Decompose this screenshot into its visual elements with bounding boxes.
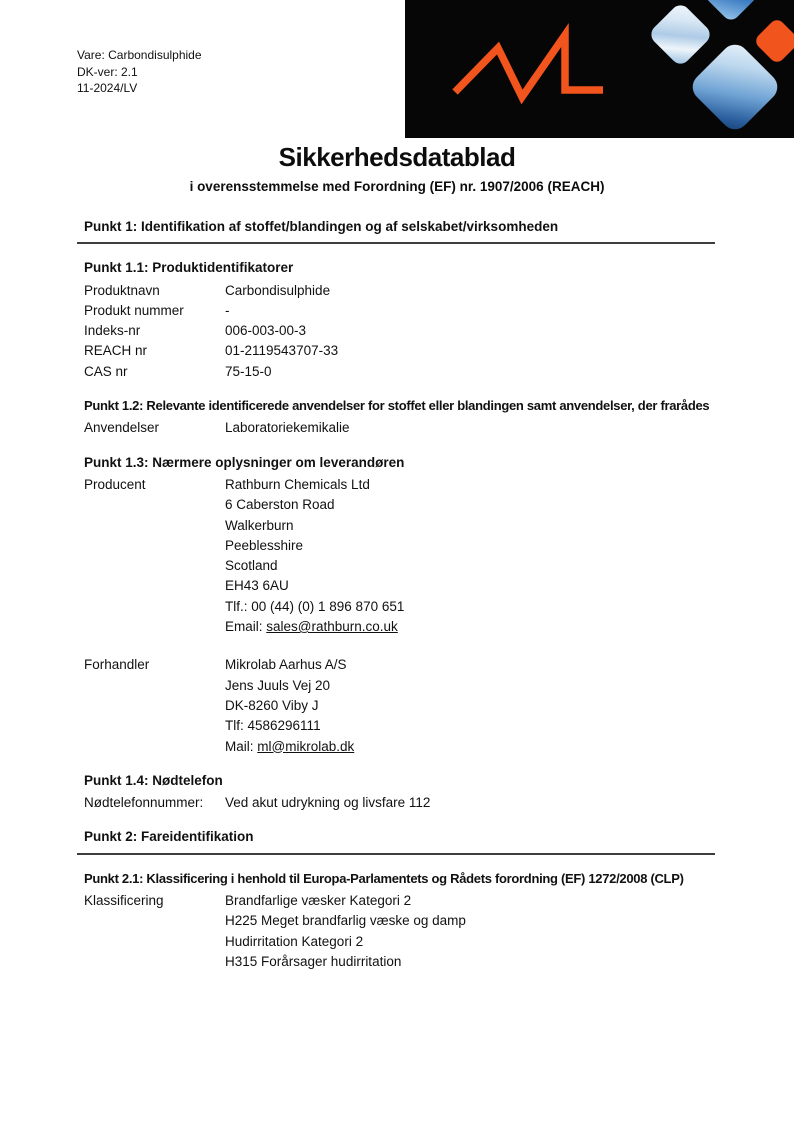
email-prefix: Mail: (225, 738, 258, 754)
producent-address-block (225, 475, 715, 637)
field-label: Anvendelser (84, 420, 160, 436)
address-line: Mikrolab Aarhus A/S (225, 657, 347, 673)
classification-line: Hudirritation Kategori 2 (225, 933, 364, 949)
page-title: Sikkerhedsdatablad (278, 142, 516, 172)
classification-line: Brandfarlige væsker Kategori 2 (225, 893, 412, 909)
field-label: Indeks-nr (84, 323, 141, 339)
section-heading-punkt-2: Punkt 2: Fareidentifikation (77, 827, 715, 854)
subsection-heading-punkt-1-3: Punkt 1.3: Nærmere oplysninger om leverandøren (84, 454, 405, 470)
meta-date-line: 11-2024/LV (77, 81, 138, 95)
page-subtitle: i overensstemmelse med Forordning (EF) nr. 1907/2006 (REACH) (189, 179, 605, 194)
document-meta (77, 47, 202, 97)
address-line: DK-8260 Viby J (225, 697, 319, 713)
field-value: 006-003-00-3 (225, 323, 307, 339)
field-row-noedtelefon (84, 793, 715, 813)
email-line (225, 617, 715, 637)
field-label: Producent (84, 476, 146, 492)
field-value: - (225, 302, 230, 318)
subsection-heading-punkt-1-1: Punkt 1.1: Produktidentifikatorer (84, 260, 294, 276)
field-row-produktnavn (84, 281, 715, 301)
meta-version-line: DK-ver: 2.1 (77, 64, 138, 79)
field-label: Klassificering (84, 893, 164, 909)
field-label: Produktnavn (84, 282, 160, 298)
field-value: Laboratoriekemikalie (225, 420, 350, 436)
address-line: Tlf.: 00 (44) (0) 1 896 870 651 (225, 598, 405, 614)
email-line (225, 737, 715, 757)
company-logo-banner (405, 0, 794, 138)
document-body (77, 217, 715, 972)
address-line: Rathburn Chemicals Ltd (225, 476, 370, 492)
address-line: Walkerburn (225, 517, 294, 533)
klassificering-block (225, 891, 715, 972)
field-row-forhandler (84, 655, 715, 756)
forhandler-address-block (225, 655, 715, 756)
field-label: Forhandler (84, 657, 150, 673)
section-heading-punkt-1: Punkt 1: Identifikation af stoffet/blandingen og af selskabet/virksomheden (77, 217, 715, 244)
address-line: EH43 6AU (225, 578, 289, 594)
field-row-klassificering (84, 891, 715, 972)
field-row-anvendelser (84, 418, 715, 438)
field-row-producent (84, 475, 715, 637)
field-value: 01-2119543707-33 (225, 343, 339, 359)
address-line: 6 Caberston Road (225, 497, 335, 513)
field-label: REACH nr (84, 343, 148, 359)
field-row-indeks-nr (84, 321, 715, 341)
field-value: Ved akut udrykning og livsfare 112 (225, 795, 431, 811)
field-label: CAS nr (84, 363, 128, 379)
address-line: Peeblesshire (225, 537, 304, 553)
address-line: Jens Juuls Vej 20 (225, 677, 331, 693)
field-value: Carbondisulphide (225, 282, 331, 298)
field-row-cas-nr (84, 362, 715, 382)
classification-line: H225 Meget brandfarlig væske og damp (225, 913, 466, 929)
subsection-heading-punkt-1-2: Punkt 1.2: Relevante identificerede anvendelser for stoffet eller blandingen samt anvendelser, der frarådes (84, 398, 710, 414)
field-label: Nødtelefonnummer: (84, 795, 204, 811)
address-line: Tlf: 4586296111 (225, 718, 321, 734)
email-prefix: Email: (225, 619, 267, 635)
forhandler-email-link[interactable]: ml@mikrolab.dk (257, 738, 355, 754)
title-block (0, 142, 794, 194)
classification-line: H315 Forårsager hudirritation (225, 953, 402, 969)
field-row-produkt-nummer (84, 301, 715, 321)
field-row-reach-nr (84, 341, 715, 361)
subsection-heading-punkt-2-1: Punkt 2.1: Klassificering i henhold til Europa-Parlamentets og Rådets forordning (EF) 1272/2008 (CLP) (84, 870, 684, 886)
field-value: 75-15-0 (225, 363, 272, 379)
producent-email-link[interactable]: sales@rathburn.co.uk (266, 619, 398, 635)
subsection-heading-punkt-1-4: Punkt 1.4: Nødtelefon (84, 772, 223, 788)
address-line: Scotland (225, 558, 278, 574)
field-label: Produkt nummer (84, 302, 184, 318)
meta-product-line: Vare: Carbondisulphide (77, 48, 202, 62)
